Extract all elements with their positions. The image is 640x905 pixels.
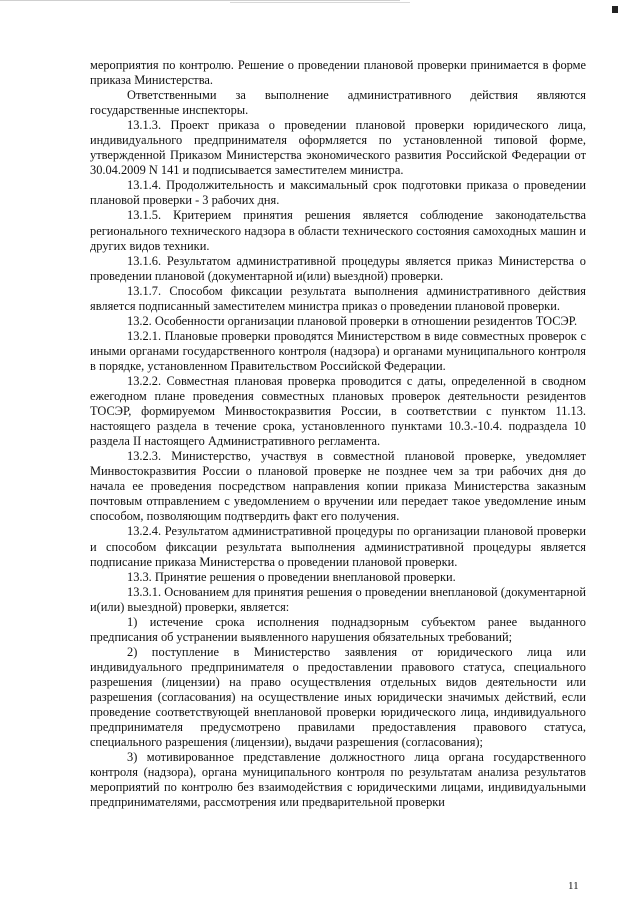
list-item: 3) мотивированное представление должностного лица органа государственного контроля (надзора), органа муниципального контроля по результатам анализа результатов мероприятий по контролю без взаимодействия с юридическими лицами, индивидуальными предпринимателями, рассмотрения или предварительной проверки: [90, 750, 586, 810]
scan-corner-mark: [612, 6, 618, 13]
paragraph: 13.1.4. Продолжительность и максимальный срок подготовки приказа о проведении плановой проверки - 3 рабочих дня.: [90, 178, 586, 208]
paragraph: 13.2.3. Министерство, участвуя в совместной плановой проверке, уведомляет Минвостокразвития России о плановой проверке не позднее чем за три рабочих дня до начала ее проведения посредством направления копии приказа Министерства заказным почтовым отправлением с уведомлением о вручении или передает такое уведомление иным способом, позволяющим подтвердить факт его получения.: [90, 449, 586, 524]
paragraph: 13.1.3. Проект приказа о проведении плановой проверки юридического лица, индивидуального предпринимателя оформляется по установленной типовой форме, утвержденной Приказом Министерства экономического развития Российской Федерации от 30.04.2009 N 141 и подписывается заместителем министра.: [90, 118, 586, 178]
paragraph: 13.2.4. Результатом административной процедуры по организации плановой проверки и способом фиксации результата выполнения административной процедуры является подписание приказа Министерства о проведении плановой проверки.: [90, 524, 586, 569]
paragraph: 13.1.5. Критерием принятия решения является соблюдение законодательства регионального технического надзора в области технического состояния самоходных машин и других видов техники.: [90, 208, 586, 253]
paragraph: 13.1.6. Результатом административной процедуры является приказ Министерства о проведении плановой (документарной и(или) выездной) проверки.: [90, 253, 586, 283]
section-heading: 13.2. Особенности организации плановой проверки в отношении резидентов ТОСЭР.: [127, 313, 578, 328]
paragraph: 13.1.7. Способом фиксации результата выполнения административного действия является подписанный заместителем министра приказ о проведении плановой проверки.: [90, 283, 586, 313]
page-number: 11: [568, 880, 579, 892]
section-heading: 13.3. Принятие решения о проведении внеплановой проверки.: [127, 569, 456, 584]
paragraph: 13.2.1. Плановые проверки проводятся Министерством в виде совместных проверок с иными органами государственного контроля (надзора) и органами муниципального контроля в порядке, установленном Правительством Российской Федерации.: [90, 328, 586, 373]
paragraph: мероприятия по контролю. Решение о проведении плановой проверки принимается в форме приказа Министерства.: [90, 58, 586, 88]
scan-edge-line: [0, 0, 400, 1]
paragraph: 13.2.2. Совместная плановая проверка проводится с даты, определенной в сводном ежегодном плане проведения совместных плановых проверок деятельности резидентов ТОСЭР, формируемом Минвостокразвития России, в соответствии с пунктом 11.13. настоящего раздела в течение срока, установленного пунктами 10.3.-10.4. подраздела 10 раздела II настоящего Административного регламента.: [90, 373, 586, 449]
document-body: [90, 58, 586, 810]
list-item: 1) истечение срока исполнения поднадзорным субъектом ранее выданного предписания об устранении выявленного нарушения обязательных требований;: [90, 614, 586, 644]
paragraph: 13.3.1. Основанием для принятия решения о проведении внеплановой (документарной и(или) выездной) проверки, является:: [90, 584, 586, 614]
list-item: 2) поступление в Министерство заявления от юридического лица или индивидуального предпринимателя о предоставлении правового статуса, специального разрешения (лицензии) на право осуществления отдельных видов деятельности или разрешения (согласования) на осуществление иных юридически значимых действий, если проведение соответствующей внеплановой проверки юридического лица, индивидуального предпринимателя предусмотрено правилами предоставления правового статуса, специального разрешения (лицензии), выдачи разрешения (согласования);: [90, 644, 586, 750]
paragraph: Ответственными за выполнение административного действия являются государственные инспекторы.: [90, 88, 586, 118]
scan-edge-line: [230, 2, 410, 3]
